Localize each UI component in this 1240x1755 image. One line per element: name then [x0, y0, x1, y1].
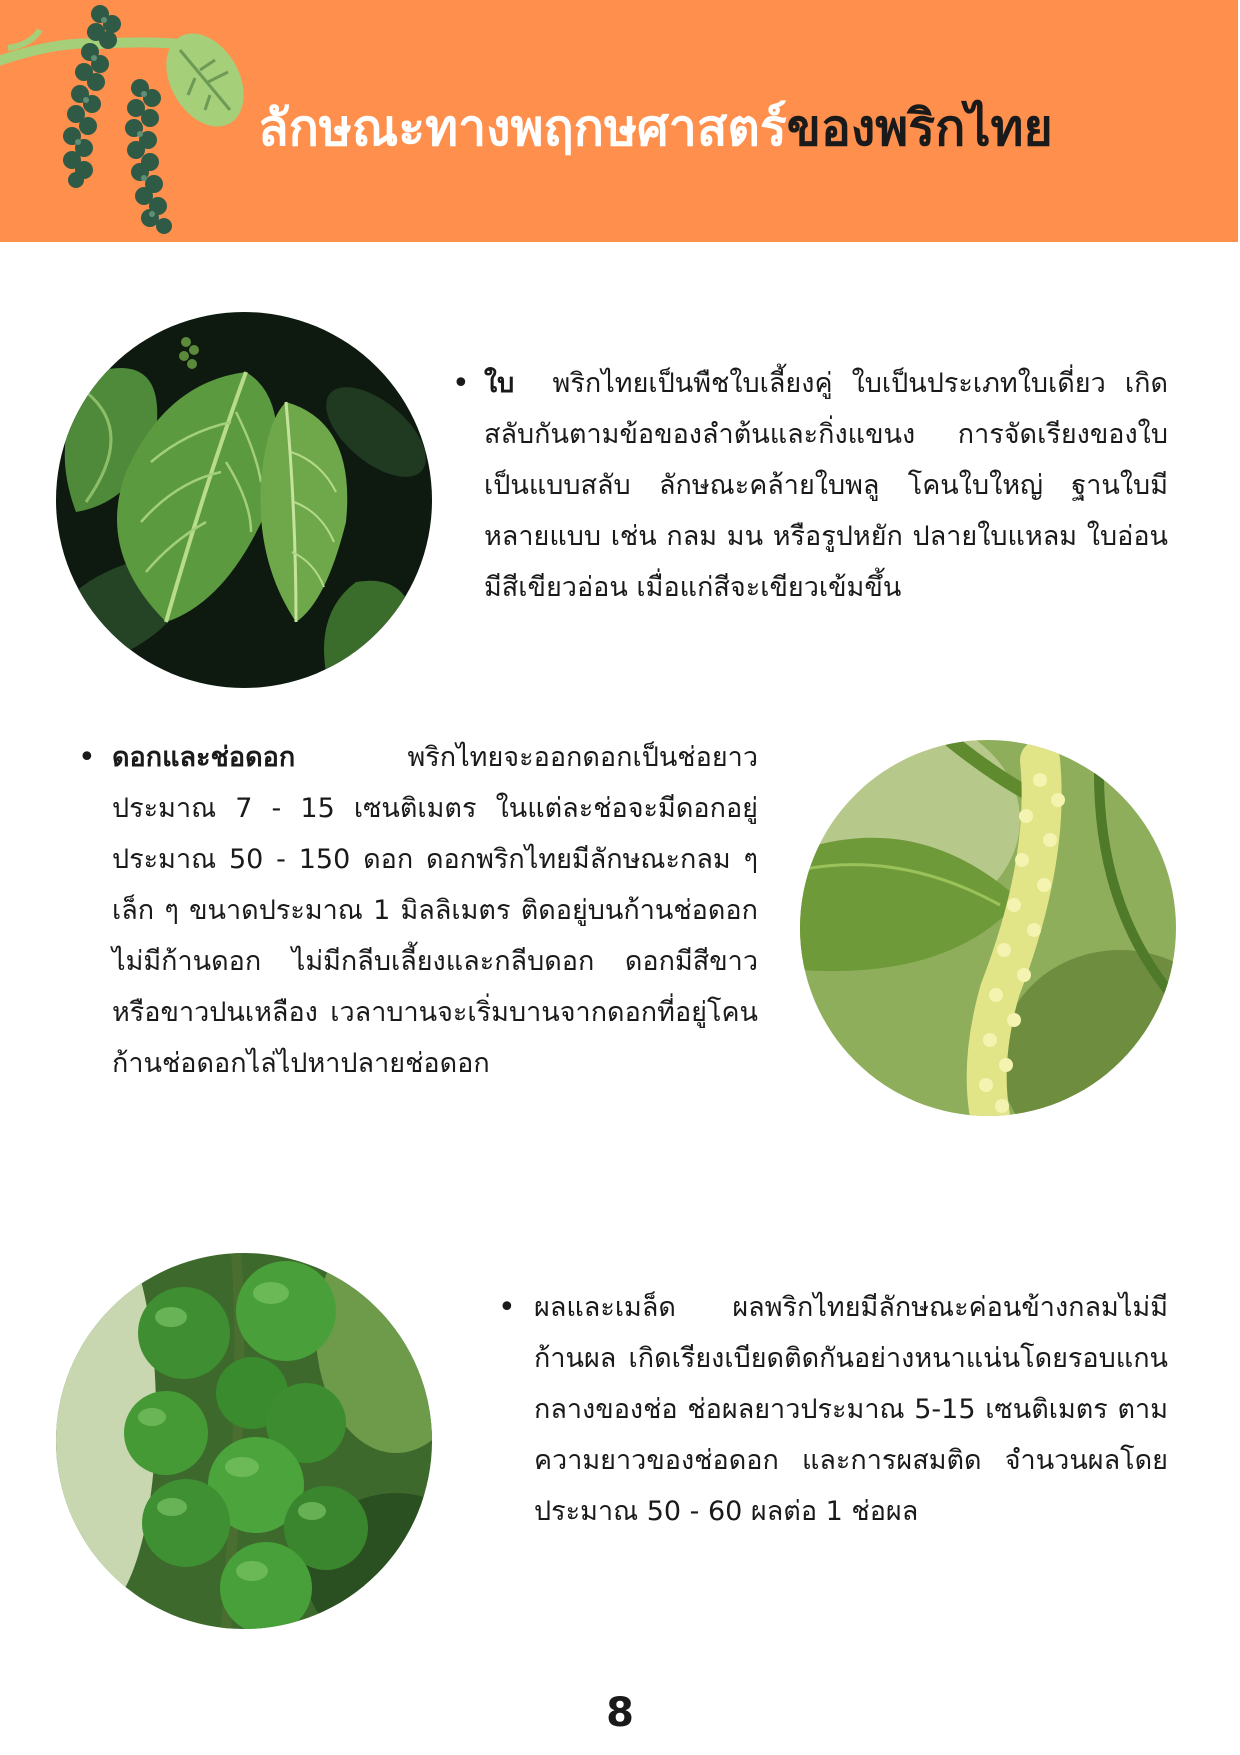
- page-number: 8: [606, 1690, 634, 1736]
- section-fruits-label: ผลและเมล็ด: [534, 1292, 676, 1323]
- pepper-vine-illustration: [0, 0, 260, 242]
- title-part-dark: ของพริกไทย: [786, 99, 1053, 157]
- section-flowers-text: พริกไทยจะออกดอกเป็นช่อยาวประมาณ 7 - 15 เซนติเมตร ในแต่ละช่อจะมีดอกอยู่ประมาณ 50 - 150 ดอก ดอกพริกไทยมีลักษณะกลม ๆ เล็ก ๆ ขนาดประมาณ 1 มิลลิเมตร ติดอยู่บนก้านช่อดอก ไม่มีก้านดอก ไม่มีกลีบเลี้ยงและกลีบดอก ดอกมีสีขาวหรือขาวปนเหลือง เวลาบานจะเริ่มบานจากดอกที่อยู่โคนก้านช่อดอกไล่ไปหาปลายช่อดอก: [112, 742, 758, 1079]
- bullet-fruits: •: [498, 1290, 516, 1325]
- bullet-flowers: •: [78, 740, 96, 775]
- section-leaves-text: พริกไทยเป็นพืชใบเลี้ยงคู่ ใบเป็นประเภทใบเดี่ยว เกิดสลับกันตามข้อของลำต้นและกิ่งแขนง การจัดเรียงของใบเป็นแบบสลับ ลักษณะคล้ายใบพลู โคนใบใหญ่ ฐานใบมีหลายแบบ เช่น กลม มน หรือรูปหยัก ปลายใบแหลม ใบอ่อนมีสีเขียวอ่อน เมื่อแก่สีจะเขียวเข้มขึ้น: [484, 368, 1168, 603]
- pepper-flower-spike-photo: [800, 740, 1176, 1116]
- bullet-leaves: •: [452, 366, 470, 401]
- page-title: [258, 92, 1053, 164]
- section-flowers-label: ดอกและช่อดอก: [112, 742, 296, 773]
- section-fruits: [534, 1282, 1168, 1537]
- pepper-fruit-cluster-photo: [56, 1253, 432, 1629]
- pepper-leaves-photo: [56, 312, 432, 688]
- section-leaves: [484, 358, 1168, 613]
- section-flowers: [112, 732, 758, 1089]
- title-part-light: ลักษณะทางพฤกษศาสตร์: [258, 99, 787, 157]
- section-fruits-text: ผลพริกไทยมีลักษณะค่อนข้างกลมไม่มีก้านผล เกิดเรียงเบียดติดกันอย่างหนาแน่นโดยรอบแกนกลางของช่อ ช่อผลยาวประมาณ 5-15 เซนติเมตร ตามความยาวของช่อดอก และการผสมติด จำนวนผลโดยประมาณ 50 - 60 ผลต่อ 1 ช่อผล: [534, 1292, 1168, 1527]
- section-leaves-label: ใบ: [484, 368, 515, 399]
- header-banner: [0, 0, 1238, 242]
